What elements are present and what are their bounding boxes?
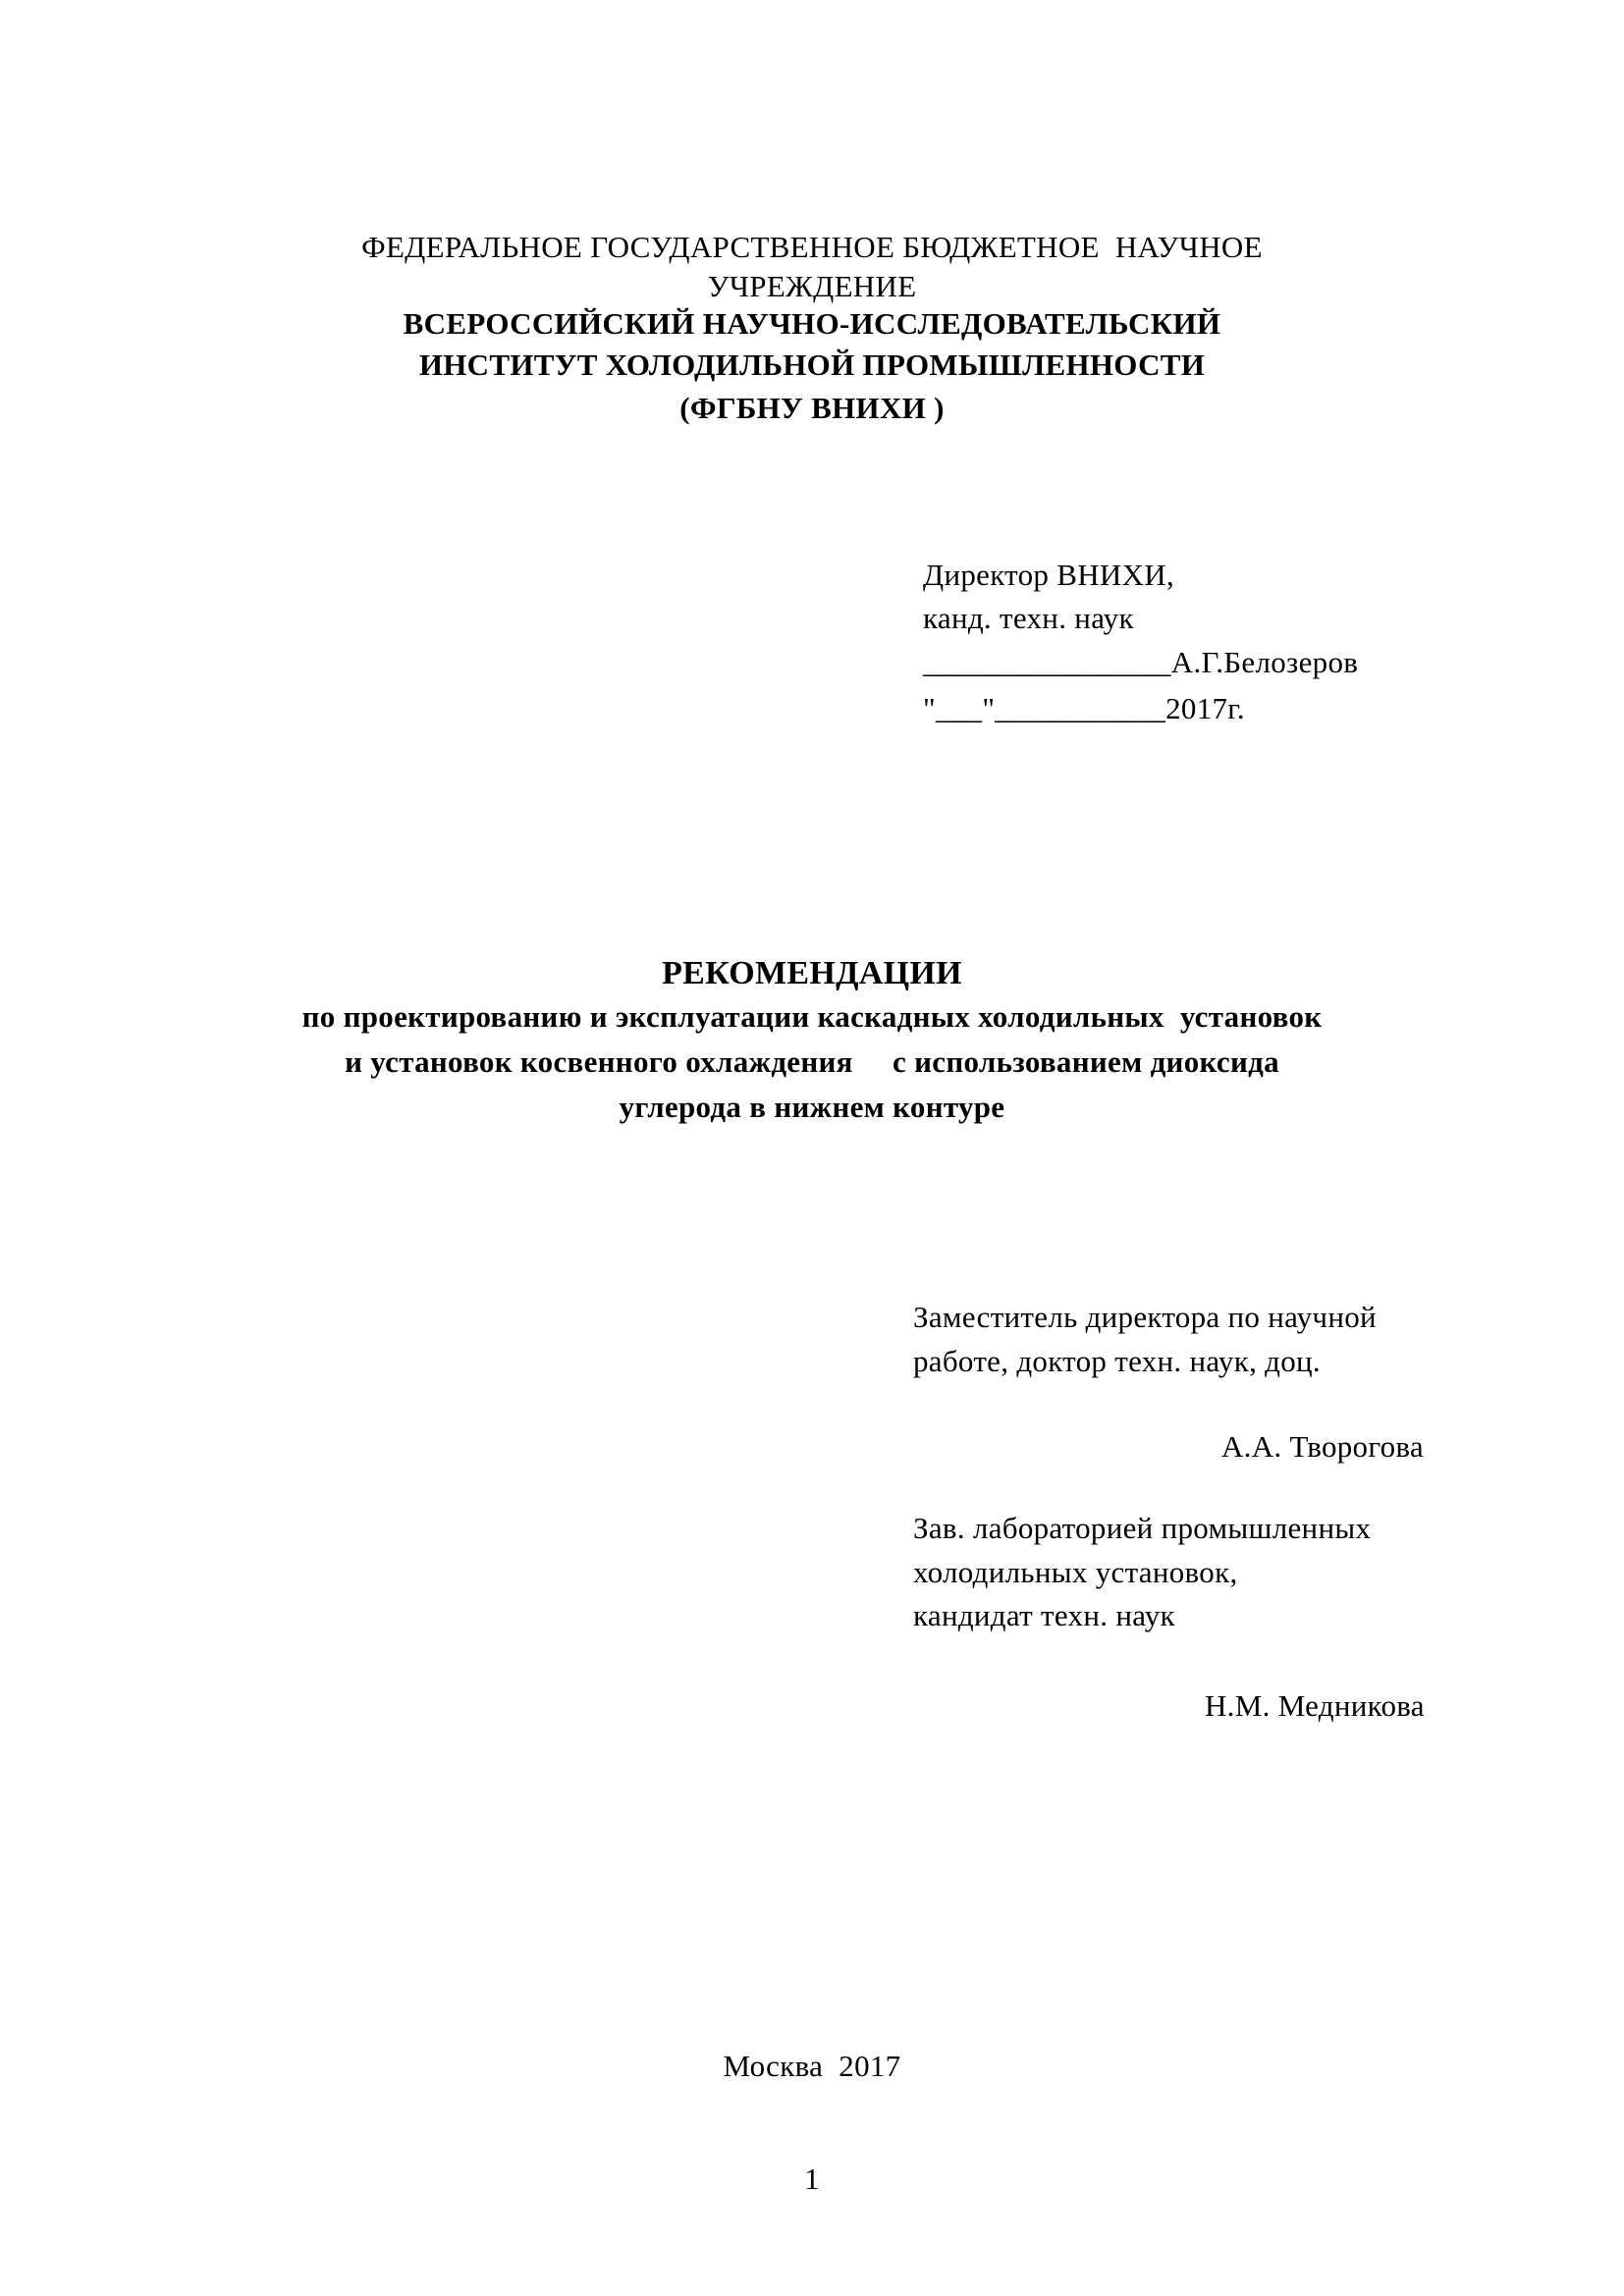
document-title: РЕКОМЕНДАЦИИ bbox=[662, 955, 962, 991]
author2-position-line3: кандидат техн. наук bbox=[913, 1598, 1175, 1632]
document-subtitle-line1: по проектированию и эксплуатации каскадных холодильных установок bbox=[301, 999, 1323, 1034]
organization-type-line1: ФЕДЕРАЛЬНОЕ ГОСУДАРСТВЕННОЕ БЮДЖЕТНОЕ НАУЧНОЕ bbox=[361, 230, 1263, 264]
approval-degree: канд. техн. наук bbox=[923, 601, 1134, 635]
document-subtitle-line3: углерода в нижнем контуре bbox=[619, 1090, 1005, 1124]
organization-type-line2: УЧРЕЖДЕНИЕ bbox=[707, 269, 917, 303]
approval-position: Директор ВНИХИ, bbox=[923, 558, 1175, 592]
institute-name-line2: ИНСТИТУТ ХОЛОДИЛЬНОЙ ПРОМЫШЛЕННОСТИ bbox=[418, 347, 1206, 382]
author1-position-line2: работе, доктор техн. наук, доц. bbox=[913, 1344, 1321, 1378]
approval-date-line: "___"___________2017г. bbox=[923, 691, 1245, 725]
institute-abbreviation: (ФГБНУ ВНИХИ ) bbox=[679, 391, 945, 425]
document-subtitle-line2: и установок косвенного охлаждения с использованием диоксида bbox=[345, 1044, 1279, 1079]
place-and-year: Москва 2017 bbox=[723, 2049, 901, 2083]
institute-name-line1: ВСЕРОССИЙСКИЙ НАУЧНО-ИССЛЕДОВАТЕЛЬСКИЙ bbox=[403, 306, 1221, 341]
author1-position-line1: Заместитель директора по научной bbox=[913, 1300, 1377, 1334]
author2-position-line1: Зав. лабораторией промышленных bbox=[913, 1511, 1372, 1545]
author1-name: А.А. Творогова bbox=[1221, 1429, 1424, 1464]
author2-name: Н.М. Медникова bbox=[1205, 1688, 1425, 1723]
author2-position-line2: холодильных установок, bbox=[913, 1555, 1238, 1589]
approval-signature-line: ________________А.Г.Белозеров bbox=[923, 645, 1359, 679]
page-number: 1 bbox=[804, 2162, 820, 2196]
